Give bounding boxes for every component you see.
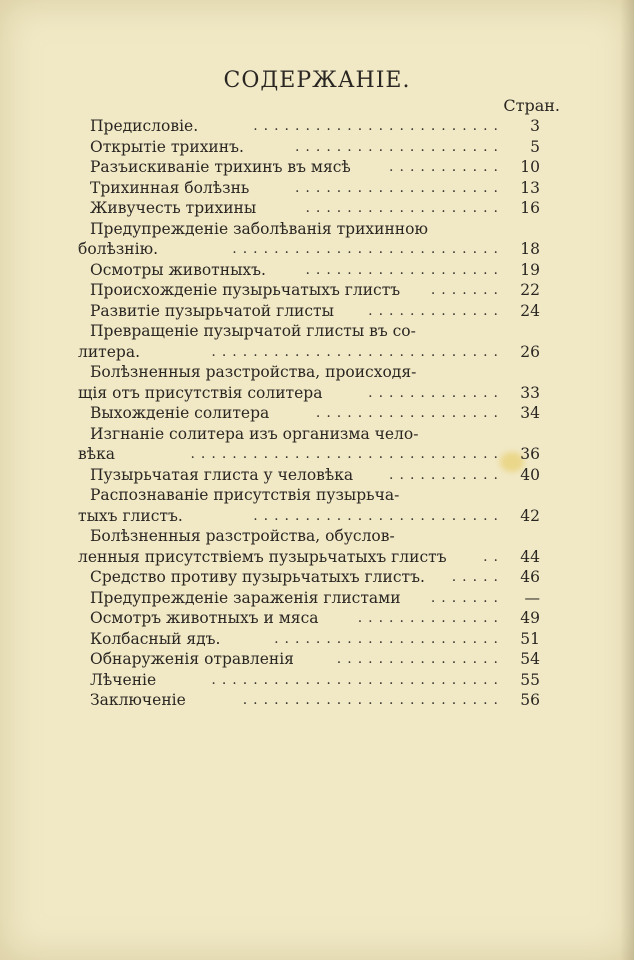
toc-entry-continuation [78, 547, 540, 568]
dot-leader: ................... [305, 200, 504, 216]
toc-entry-text: вѣка [78, 445, 116, 463]
dot-leader: ......................... [242, 692, 504, 708]
toc-entry [78, 321, 540, 362]
toc-page-number: 40 [520, 465, 540, 484]
page-edge-shadow [620, 0, 634, 960]
toc-entry [90, 649, 540, 670]
toc-entry-text: Происхожденіе пузырьчатыхъ глистъ [90, 281, 401, 299]
toc-entry-text: Живучесть трихины [90, 199, 257, 217]
toc-entry [90, 465, 540, 486]
dot-leader: .................... [294, 179, 504, 196]
toc-entry-text: Осмотры животныхъ. [90, 260, 266, 279]
toc-entry-text: Трихинная болѣзнь [90, 178, 250, 197]
toc-entry-text: Болѣзненныя разстройства, происходя- [90, 363, 417, 381]
toc-page-number: 44 [520, 547, 540, 566]
toc-entry [90, 567, 540, 588]
toc-entry-line [90, 485, 540, 506]
toc-page-number: 34 [520, 404, 540, 422]
toc-entry-line [90, 116, 540, 137]
toc-entry [90, 280, 540, 301]
toc-entry-text: Превращеніе пузырчатой глисты въ со- [90, 322, 416, 340]
toc-entry [90, 301, 540, 322]
toc-entry [78, 219, 540, 260]
toc-page-number: 55 [520, 670, 540, 689]
toc-entry-line [90, 362, 540, 383]
toc-entry-text: Средство противу пузырьчатыхъ глистъ. [90, 568, 425, 586]
toc-page-number: 54 [520, 650, 540, 668]
toc-entry-line [90, 301, 540, 322]
toc-entry-text: Колбасный ядъ. [90, 629, 221, 648]
toc-entry-text: Заключеніе [90, 691, 186, 709]
dot-leader: ........................ [253, 118, 504, 134]
toc-page-number: 19 [520, 260, 540, 279]
toc-page-number: 5 [530, 137, 540, 156]
dot-leader: ............. [368, 302, 504, 319]
toc-entry-continuation [78, 506, 540, 527]
toc-entry-text: тыхъ глистъ. [78, 506, 183, 525]
toc-entry-line [90, 465, 540, 486]
toc-entry-line [90, 137, 540, 158]
dot-leader: ........... [389, 466, 504, 483]
toc-entry-line [90, 567, 540, 588]
dot-leader: ................... [305, 261, 504, 278]
toc-entry [90, 670, 540, 691]
dot-leader: ....... [430, 282, 504, 298]
toc-entry-line [90, 280, 540, 301]
dot-leader: .................. [315, 405, 504, 421]
toc-page-number: 26 [520, 342, 540, 361]
dot-leader: .. [483, 548, 504, 565]
dot-leader: ..... [451, 569, 504, 585]
dot-leader: .............................. [190, 446, 504, 462]
toc-entry [90, 690, 540, 711]
toc-entry-text: ленныя присутствіемъ пузырьчатыхъ глистъ [78, 547, 447, 566]
toc-page-number: — [524, 588, 540, 607]
toc-page-number: 10 [520, 158, 540, 176]
toc-entry-text: Распознаваніе присутствія пузырьча- [90, 486, 400, 504]
toc-page-number: 22 [520, 281, 540, 299]
toc-entry-text: Выхожденіе солитера [90, 404, 270, 422]
dot-leader: ............. [368, 384, 504, 401]
toc-page-number: 33 [520, 383, 540, 402]
toc-entry [78, 424, 540, 465]
toc-page-number: 24 [520, 301, 540, 320]
toc-entry [78, 362, 540, 403]
toc-page-number: 18 [520, 240, 540, 258]
toc-entry [90, 588, 540, 609]
dot-leader: ........................ [253, 507, 504, 524]
toc-entry-line [90, 629, 540, 650]
page-title: СОДЕРЖАНІЕ. [223, 68, 411, 93]
toc-page-number: 51 [520, 629, 540, 648]
toc-page-number: 3 [530, 117, 540, 135]
toc-entry [90, 116, 540, 137]
toc-entry-line [90, 424, 540, 445]
toc-entry [90, 178, 540, 199]
dot-leader: .................... [294, 138, 504, 155]
toc-entry-line [90, 608, 540, 629]
toc-entry [90, 403, 540, 424]
toc-page-number: 42 [520, 506, 540, 525]
toc-page-number: 16 [520, 199, 540, 217]
dot-leader: .............. [357, 610, 504, 626]
toc-entry-text: Лѣченіе [90, 670, 157, 689]
toc-entry-line [90, 178, 540, 199]
toc-entry [78, 526, 540, 567]
toc-entry-text: Изгнаніе солитера изъ организма чело- [90, 424, 419, 443]
toc-entry-continuation [78, 239, 540, 260]
toc-entry-continuation [78, 342, 540, 363]
toc-entry-text: щія отъ присутствія солитера [78, 383, 323, 402]
toc-entry-text: Осмотръ животныхъ и мяса [90, 609, 319, 627]
toc-page-number: 13 [520, 178, 540, 197]
dot-leader: ............................ [211, 671, 504, 688]
toc-entry-line [90, 260, 540, 281]
toc-entry-line [90, 219, 540, 240]
toc-entry-continuation [78, 383, 540, 404]
toc-entry-text: Болѣзненныя разстройства, обуслов- [90, 527, 395, 545]
toc-entry [90, 137, 540, 158]
toc-entry-text: Предупрежденіе заболѣванія трихинною [90, 219, 428, 238]
toc-page-number: 49 [520, 609, 540, 627]
toc-entry [90, 198, 540, 219]
toc-page-number: 56 [520, 691, 540, 709]
toc-entry-line [90, 198, 540, 219]
toc-entry-line [90, 690, 540, 711]
toc-entry-line [90, 157, 540, 178]
toc-entry [90, 157, 540, 178]
toc-entry-line [90, 649, 540, 670]
toc-entry-text: Открытіе трихинъ. [90, 137, 244, 156]
toc-entry-continuation [78, 444, 540, 465]
toc-entry-text: Развитіе пузырьчатой глисты [90, 301, 334, 320]
table-of-contents [78, 116, 540, 711]
toc-entry [90, 260, 540, 281]
toc-entry-text: Обнаруженія отравленія [90, 650, 294, 668]
toc-page-number: 36 [520, 445, 540, 463]
toc-entry-line [90, 670, 540, 691]
dot-leader: ........... [389, 159, 504, 175]
toc-page-number: 46 [520, 568, 540, 586]
toc-entry-line [90, 526, 540, 547]
dot-leader: ................ [336, 651, 504, 667]
toc-entry [90, 608, 540, 629]
toc-entry [78, 485, 540, 526]
toc-entry-text: Предисловіе. [90, 117, 199, 135]
toc-entry-line [90, 588, 540, 609]
dot-leader: ...................... [274, 630, 504, 647]
dot-leader: ............................ [211, 343, 504, 360]
toc-entry-line [90, 403, 540, 424]
toc-entry-text: болѣзнію. [78, 240, 159, 258]
toc-entry-text: литера. [78, 342, 141, 361]
toc-entry-text: Предупрежденіе зараженія глистами [90, 588, 401, 607]
page-column-label: Стран. [503, 96, 560, 115]
toc-entry-line [90, 321, 540, 342]
toc-entry-text: Разъискиваніе трихинъ въ мясѣ [90, 158, 351, 176]
dot-leader: .......................... [232, 241, 504, 257]
dot-leader: ....... [430, 589, 504, 606]
toc-entry [90, 629, 540, 650]
toc-entry-text: Пузырьчатая глиста у человѣка [90, 465, 354, 484]
